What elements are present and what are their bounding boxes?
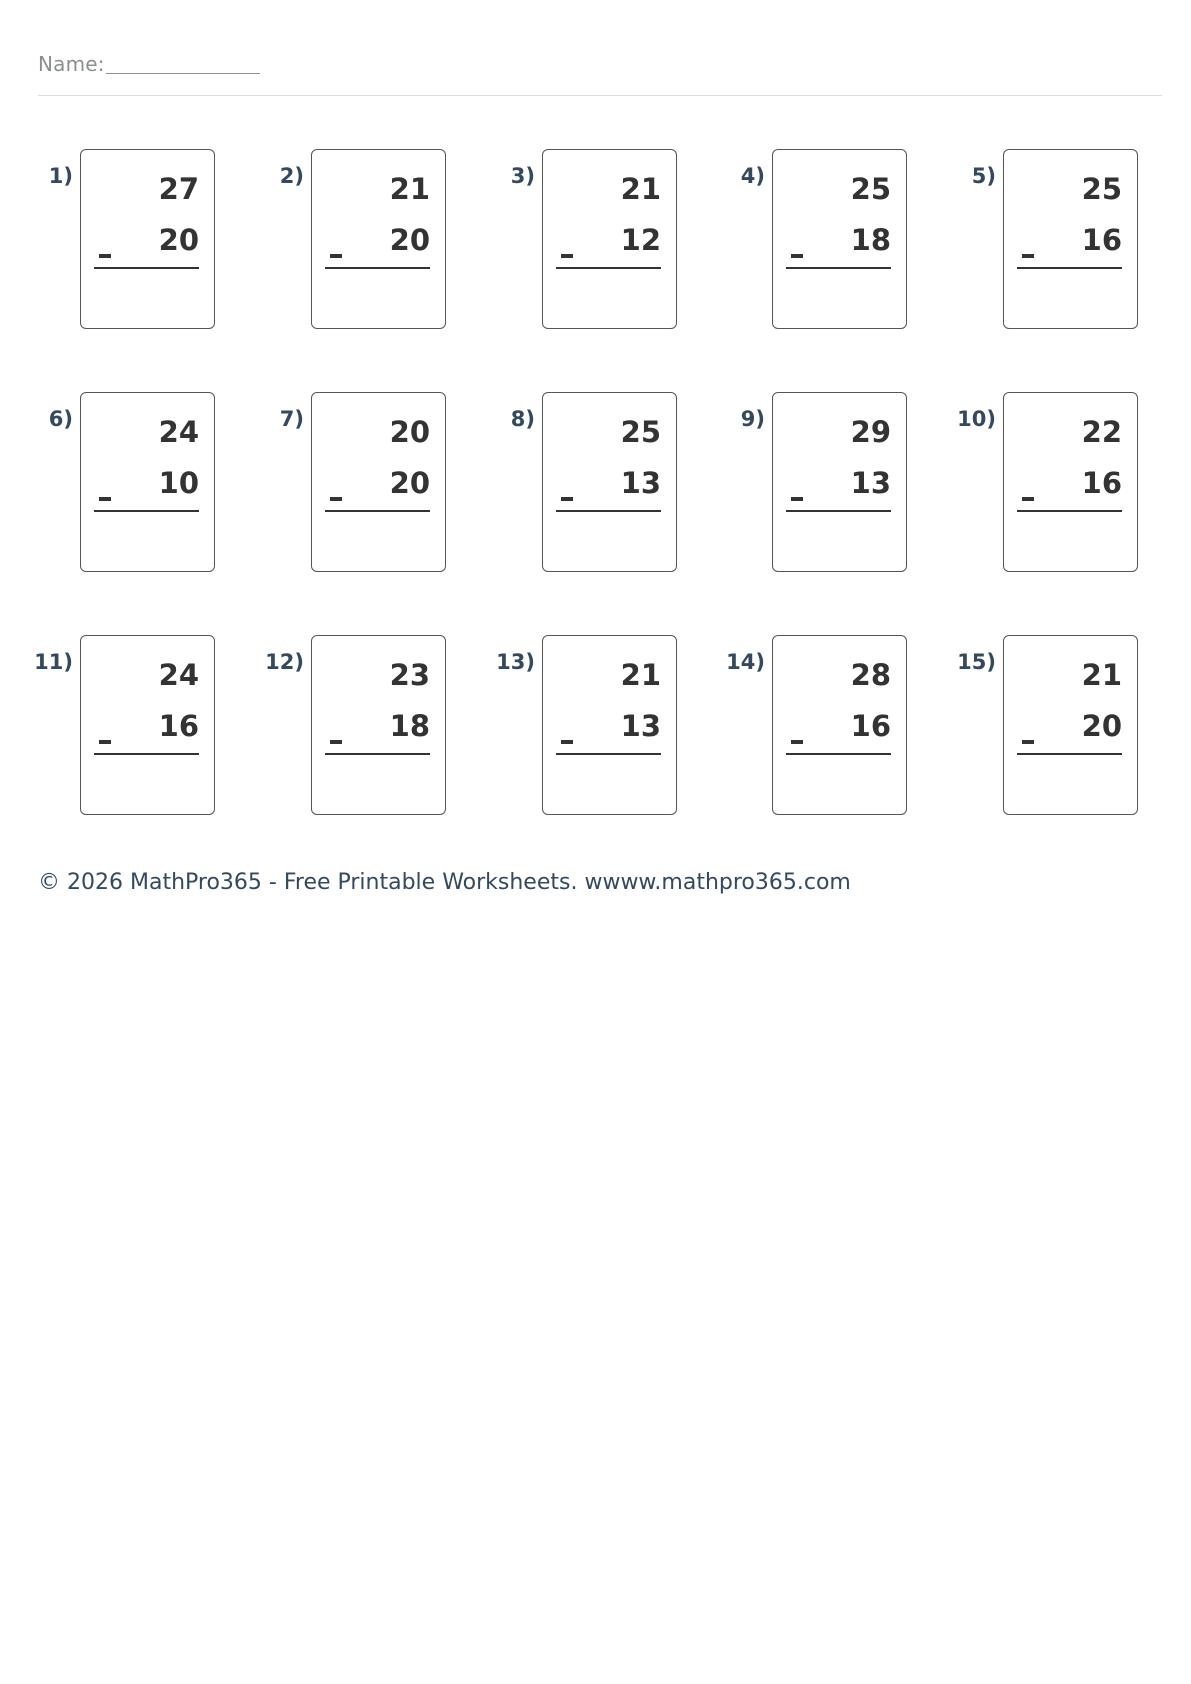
answer-line [94, 267, 199, 269]
subtrahend: 18 [850, 223, 891, 257]
minuend: 28 [850, 658, 891, 692]
answer-line [1017, 510, 1122, 512]
subtrahend: 20 [1081, 709, 1122, 743]
problem-card[interactable] [1003, 149, 1138, 329]
minus-sign-icon [99, 254, 111, 258]
problem-item [23, 149, 213, 333]
problem-item [715, 149, 905, 333]
problem-item [485, 149, 675, 333]
minus-sign-icon [330, 740, 342, 744]
subtrahend: 16 [158, 709, 199, 743]
subtrahend: 16 [850, 709, 891, 743]
problem-card[interactable] [542, 392, 677, 572]
problem-number: 3) [510, 164, 535, 188]
minus-sign-icon [791, 254, 803, 258]
problem-item [23, 392, 213, 576]
subtrahend: 13 [620, 709, 661, 743]
answer-line [786, 510, 891, 512]
minuend: 25 [620, 415, 661, 449]
problem-number: 9) [740, 407, 765, 431]
subtrahend: 20 [389, 223, 430, 257]
minuend: 25 [850, 172, 891, 206]
minus-sign-icon [330, 254, 342, 258]
answer-line [786, 753, 891, 755]
problem-number: 11) [34, 650, 73, 674]
minus-sign-icon [330, 497, 342, 501]
subtrahend: 18 [389, 709, 430, 743]
problem-item [254, 635, 444, 819]
subtrahend: 13 [850, 466, 891, 500]
minus-sign-icon [1022, 740, 1034, 744]
problem-card[interactable] [311, 392, 446, 572]
minuend: 21 [389, 172, 430, 206]
problem-card[interactable] [311, 149, 446, 329]
problem-card[interactable] [1003, 392, 1138, 572]
problem-card[interactable] [80, 635, 215, 815]
problem-number: 13) [496, 650, 535, 674]
name-label: Name: [38, 52, 105, 76]
minus-sign-icon [791, 497, 803, 501]
problem-item [946, 149, 1136, 333]
subtrahend: 16 [1081, 223, 1122, 257]
problem-number: 6) [48, 407, 73, 431]
answer-line [94, 510, 199, 512]
answer-line [94, 753, 199, 755]
minus-sign-icon [561, 497, 573, 501]
problem-number: 10) [957, 407, 996, 431]
subtrahend: 13 [620, 466, 661, 500]
minuend: 24 [158, 415, 199, 449]
subtrahend: 10 [158, 466, 199, 500]
problem-card[interactable] [542, 149, 677, 329]
minuend: 22 [1081, 415, 1122, 449]
problem-card[interactable] [772, 635, 907, 815]
footer-copyright: © 2026 MathPro365 - Free Printable Worksheets. wwww.mathpro365.com [38, 870, 851, 895]
problem-number: 8) [510, 407, 535, 431]
answer-line [556, 753, 661, 755]
problem-grid [0, 0, 1191, 830]
problem-item [485, 392, 675, 576]
problem-item [254, 392, 444, 576]
problem-number: 12) [265, 650, 304, 674]
minus-sign-icon [1022, 497, 1034, 501]
minus-sign-icon [561, 740, 573, 744]
problem-number: 5) [971, 164, 996, 188]
problem-card[interactable] [542, 635, 677, 815]
problem-card[interactable] [80, 392, 215, 572]
problem-card[interactable] [311, 635, 446, 815]
minuend: 29 [850, 415, 891, 449]
answer-line [1017, 753, 1122, 755]
answer-line [325, 267, 430, 269]
problem-number: 4) [740, 164, 765, 188]
minuend: 20 [389, 415, 430, 449]
subtrahend: 16 [1081, 466, 1122, 500]
problem-number: 15) [957, 650, 996, 674]
problem-card[interactable] [772, 149, 907, 329]
minus-sign-icon [1022, 254, 1034, 258]
problem-item [946, 635, 1136, 819]
answer-line [556, 510, 661, 512]
minus-sign-icon [791, 740, 803, 744]
problem-card[interactable] [772, 392, 907, 572]
minuend: 23 [389, 658, 430, 692]
problem-number: 2) [279, 164, 304, 188]
subtrahend: 12 [620, 223, 661, 257]
problem-card[interactable] [1003, 635, 1138, 815]
minuend: 21 [1081, 658, 1122, 692]
problem-number: 14) [726, 650, 765, 674]
problem-item [715, 635, 905, 819]
problem-item [715, 392, 905, 576]
minuend: 21 [620, 658, 661, 692]
answer-line [556, 267, 661, 269]
answer-line [786, 267, 891, 269]
answer-line [1017, 267, 1122, 269]
minus-sign-icon [99, 740, 111, 744]
minuend: 27 [158, 172, 199, 206]
minus-sign-icon [561, 254, 573, 258]
problem-number: 1) [48, 164, 73, 188]
problem-item [946, 392, 1136, 576]
subtrahend: 20 [389, 466, 430, 500]
subtrahend: 20 [158, 223, 199, 257]
answer-line [325, 753, 430, 755]
minuend: 21 [620, 172, 661, 206]
problem-item [485, 635, 675, 819]
problem-number: 7) [279, 407, 304, 431]
minuend: 24 [158, 658, 199, 692]
problem-item [254, 149, 444, 333]
answer-line [325, 510, 430, 512]
minuend: 25 [1081, 172, 1122, 206]
problem-card[interactable] [80, 149, 215, 329]
minus-sign-icon [99, 497, 111, 501]
problem-item [23, 635, 213, 819]
